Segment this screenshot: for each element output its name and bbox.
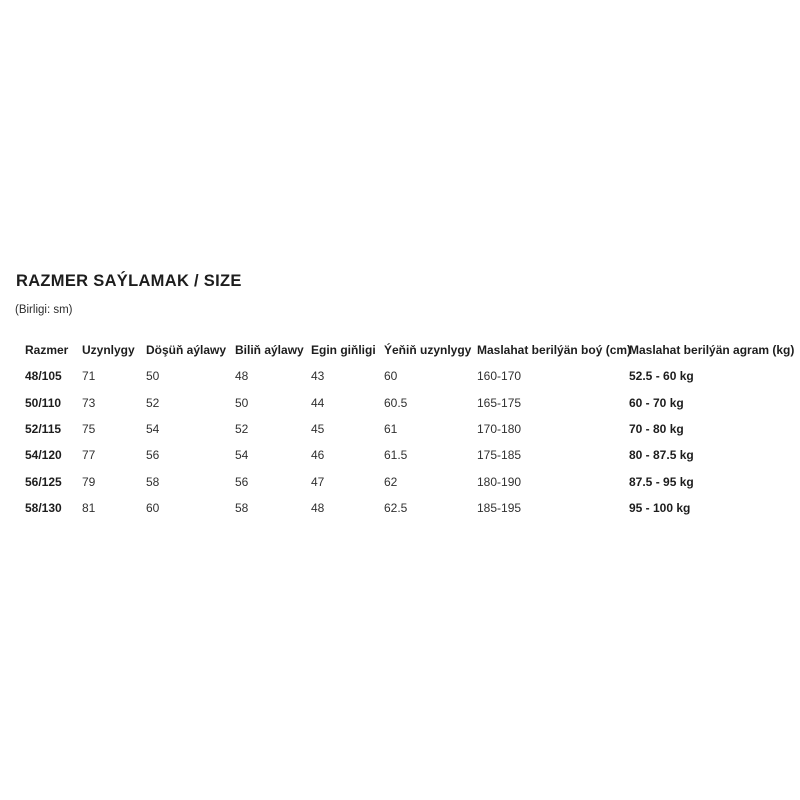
table-cell-7: 165-175 [477, 395, 522, 410]
table-cell-3: 58 [146, 474, 160, 489]
table-cell-2: 73 [82, 395, 96, 410]
table-cell-2: 75 [82, 422, 96, 437]
table-row [25, 390, 789, 416]
table-cell-6: 62.5 [384, 500, 408, 515]
table-cell-5: 46 [311, 448, 325, 463]
page-title: RAZMER SAÝLAMAK / SIZE [16, 272, 242, 290]
table-cell-3: 56 [146, 448, 160, 463]
table-cell-7: 160-170 [477, 369, 522, 384]
table-cell-8: 87.5 - 95 kg [629, 474, 694, 489]
table-cell-3: 52 [146, 395, 160, 410]
table-cell-6: 61.5 [384, 448, 408, 463]
table-cell-1: 52/115 [25, 422, 62, 437]
table-cell-4: 48 [235, 369, 249, 384]
table-row [25, 495, 789, 521]
table-cell-4: 54 [235, 448, 249, 463]
table-cell-3: 54 [146, 422, 160, 437]
column-header-5: Egin giňligi [311, 343, 376, 358]
header-row [25, 337, 789, 363]
table-row [25, 468, 789, 494]
table-cell-4: 56 [235, 474, 249, 489]
table-cell-7: 170-180 [477, 422, 522, 437]
table-cell-6: 60 [384, 369, 398, 384]
table-cell-2: 77 [82, 448, 96, 463]
unit-note: (Birligi: sm) [15, 304, 73, 316]
table-cell-7: 180-190 [477, 474, 522, 489]
table-row [25, 363, 789, 389]
table-cell-4: 50 [235, 395, 249, 410]
column-header-1: Razmer [25, 343, 69, 358]
table-cell-4: 58 [235, 500, 249, 515]
table-cell-5: 47 [311, 474, 325, 489]
table-row [25, 442, 789, 468]
size-table [25, 337, 795, 521]
size-table-body [25, 363, 789, 521]
column-header-7: Maslahat berilýän boý (cm) [477, 343, 632, 358]
table-row [25, 416, 789, 442]
column-header-8: Maslahat berilýän agram (kg) [629, 343, 795, 358]
size-table-header [25, 337, 795, 363]
table-cell-1: 56/125 [25, 474, 62, 489]
column-header-6: Ýeňiň uzynlygy [384, 343, 472, 358]
table-cell-5: 43 [311, 369, 325, 384]
table-cell-7: 185-195 [477, 500, 522, 515]
table-cell-3: 50 [146, 369, 160, 384]
table-cell-3: 60 [146, 500, 160, 515]
table-cell-8: 80 - 87.5 kg [629, 448, 694, 463]
table-cell-5: 48 [311, 500, 325, 515]
table-cell-2: 71 [82, 369, 96, 384]
table-cell-4: 52 [235, 422, 249, 437]
table-cell-2: 81 [82, 500, 96, 515]
table-cell-8: 60 - 70 kg [629, 395, 684, 410]
table-cell-8: 95 - 100 kg [629, 500, 691, 515]
table-cell-6: 61 [384, 422, 398, 437]
table-cell-8: 52.5 - 60 kg [629, 369, 694, 384]
table-cell-7: 175-185 [477, 448, 522, 463]
table-cell-5: 45 [311, 422, 325, 437]
table-cell-1: 58/130 [25, 500, 62, 515]
table-cell-1: 54/120 [25, 448, 62, 463]
column-header-2: Uzynlygy [82, 343, 135, 358]
table-cell-6: 62 [384, 474, 398, 489]
table-cell-1: 50/110 [25, 395, 62, 410]
table-cell-8: 70 - 80 kg [629, 422, 684, 437]
table-cell-6: 60.5 [384, 395, 408, 410]
table-cell-2: 79 [82, 474, 96, 489]
column-header-3: Döşüň aýlawy [146, 343, 227, 358]
column-header-4: Biliň aýlawy [235, 343, 304, 358]
table-cell-1: 48/105 [25, 369, 62, 384]
table-cell-5: 44 [311, 395, 325, 410]
